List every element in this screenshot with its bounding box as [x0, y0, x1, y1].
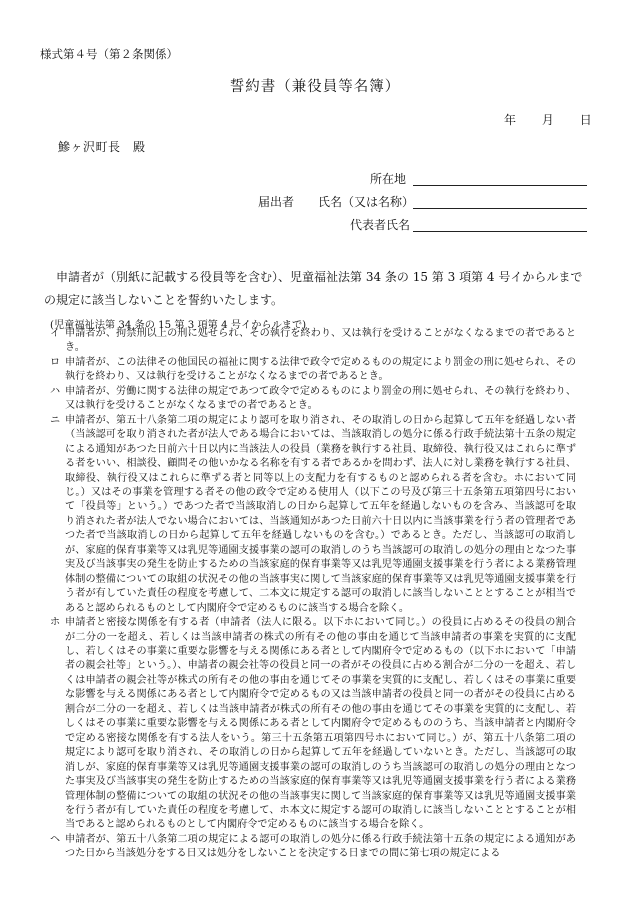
- item-mark: ハ: [50, 385, 61, 397]
- list-item: [50, 327, 576, 356]
- item-text: 申請者が、第五十八条第二項の規定により認可を取り消され、その取消しの日から起算して五年を経過しない者（当該認可を取り消された者が法人である場合においては、当該取消しの処分に係る行政手続法第十五条の規定による通知があつた日前六十日以内に当該法人の役員（業務を執行する社員、取締役、執行役又はこれらに準ずる者をいい、相談役、顧問その他いかなる名称を有する者であるかを問わず、法人に対し業務を執行する社員、取締役、執行役又はこれらに準ずる者と同等以上の支配力を有するものと認められる者を含む。ホにおいて同じ。）又はその事業を管理する者その他の政令で定める使用人（以下この号及び第三十五条第五項第四号において「役員等」という。）であつた者で当該取消しの日から起算して五年を経過しないものを含み、当該認可を取り消された者が法人でない場合においては、当該通知があつた日前六十日以内に当該事業を行う者の管理者であつた者で当該取消しの日から起算して五年を経過しないものを含む。）であるとき。ただし、当該認可の取消しが、家庭的保育事業等又は乳児等通園支援事業の認可の取消しのうち当該認可の取消しの処分の理由となつた事実及び当該事実の発生を防止するための当該家庭的保育事業等又は乳児等通園支援事業を行う者による業務管理体制の整備についての取組の状況その他の当該事実に関して当該家庭的保育事業等又は乳児等通園支援事業を行う者が有していた責任の程度を考慮して、二本文に規定する認可の取消しに該当しないこととすることが相当であると認められるものとして内閣府令で定めるものに該当する場合を除く。: [65, 414, 576, 614]
- list-item: [50, 616, 576, 833]
- representative-label: 代表者氏名: [350, 218, 411, 232]
- date-year-label: 年: [504, 113, 517, 127]
- name-field[interactable]: [413, 208, 587, 209]
- date-line: [504, 111, 592, 128]
- law-reference-heading: (児童福祉法第 34 条の 15 第 3 項第 4 号イからルまで): [50, 320, 307, 331]
- date-month-label: 月: [541, 113, 554, 127]
- item-mark: ホ: [50, 617, 61, 629]
- item-text: 申請者と密接な関係を有する者（申請者（法人に限る。以下ホにおいて同じ。）の役員に占めるその役員の割合が二分の一を超え、若しくは当該申請者の株式の所有その他の事由を通じて当該申請者の事業を実質的に支配し、若しくはその事業に重要な影響を与える関係にある者として内閣府令で定めるもの（以下ホにおいて「申請者の親会社等」という。）、申請者の親会社等の役員と同一の者がその役員に占める割合が二分の一を超え、若しくは申請者の親会社等が株式の所有その他の事由を通じてその事業を実質的に支配し、若しくはその事業に重要な影響を与える関係にある者として内閣府令で定めるもの又は当該申請者の役員と同一の者がその役員に占める割合が二分の一を超え、若しくは当該申請者が株式の所有その他の事由を通じてその事業を実質的に支配し、若しくはその事業に重要な影響を与える関係にある者として内閣府令で定めるもののうち、当該申請者と内閣府令で定める密接な関係を有する法人をいう。第三十五条第五項第四号ホにおいて同じ。）が、第五十八条第二項の規定により認可を取り消され、その取消しの日から起算して五年を経過していないとき。ただし、当該認可の取消しが、家庭的保育事業等又は乳児等通園支援事業の認可の取消しのうち当該認可の取消しの処分の理由となつた事実及び当該事実の発生を防止するための当該家庭的保育事業等又は乳児等通園支援事業を行う者による業務管理体制の整備についての取組の状況その他の当該事実に関して当該家庭的保育事業等又は乳児等通園支援事業を行う者が有していた責任の程度を考慮して、ホ本文に規定する認可の取消しに該当しないこととすることが相当であると認められるものとして内閣府令で定めるものに該当する場合を除く。: [65, 617, 576, 831]
- address-label: 所在地: [370, 172, 407, 186]
- list-item: [50, 833, 576, 862]
- representative-field[interactable]: [413, 231, 587, 232]
- applicant-role-label: 届出者: [258, 195, 295, 209]
- item-text: 申請者が、拘禁刑以上の刑に処せられ、その執行を終わり、又は執行を受けることがなくなるまでの者であるとき。: [65, 328, 576, 354]
- form-number: 様式第４号（第２条関係）: [40, 47, 178, 61]
- document-title: 誓約書（兼役員等名簿）: [229, 79, 401, 95]
- item-text: 申請者が、第五十八条第二項の規定による認可の取消しの処分に係る行政手続法第十五条の規定による通知があつた日から当該処分をする日又は処分をしないことを決定する日までの間に第七項の規定による: [65, 833, 576, 860]
- item-mark: ヘ: [50, 833, 61, 845]
- pledge-statement: 申請者が（別紙に記載する役員等を含む）、児童福祉法第 34 条の 15 第 3 項第 4 号イからルまでの規定に該当しないことを誓約いたします。: [44, 270, 583, 307]
- date-day-label: 日: [579, 113, 592, 127]
- list-item: [50, 385, 576, 414]
- addressee: 鰺ヶ沢町長 殿: [58, 140, 146, 154]
- pledge-items-list: [50, 327, 576, 862]
- item-mark: ニ: [50, 414, 61, 426]
- item-text: 申請者が、この法律その他国民の福祉に関する法律で政令で定めるものの規定により罰金の刑に処せられ、その執行を終わり、又は執行を受けることがなくなるまでの者であるとき。: [65, 356, 576, 383]
- name-label: 氏名（又は名称）: [318, 195, 415, 209]
- list-item: [50, 356, 576, 385]
- item-mark: イ: [50, 328, 61, 339]
- item-mark: ロ: [50, 356, 61, 368]
- list-item: [50, 414, 576, 616]
- item-text: 申請者が、労働に関する法律の規定であつて政令で定めるものにより罰金の刑に処せられ、その執行を終わり、又は執行を受けることがなくなるまでの者であるとき。: [65, 385, 576, 412]
- address-field[interactable]: [413, 185, 587, 186]
